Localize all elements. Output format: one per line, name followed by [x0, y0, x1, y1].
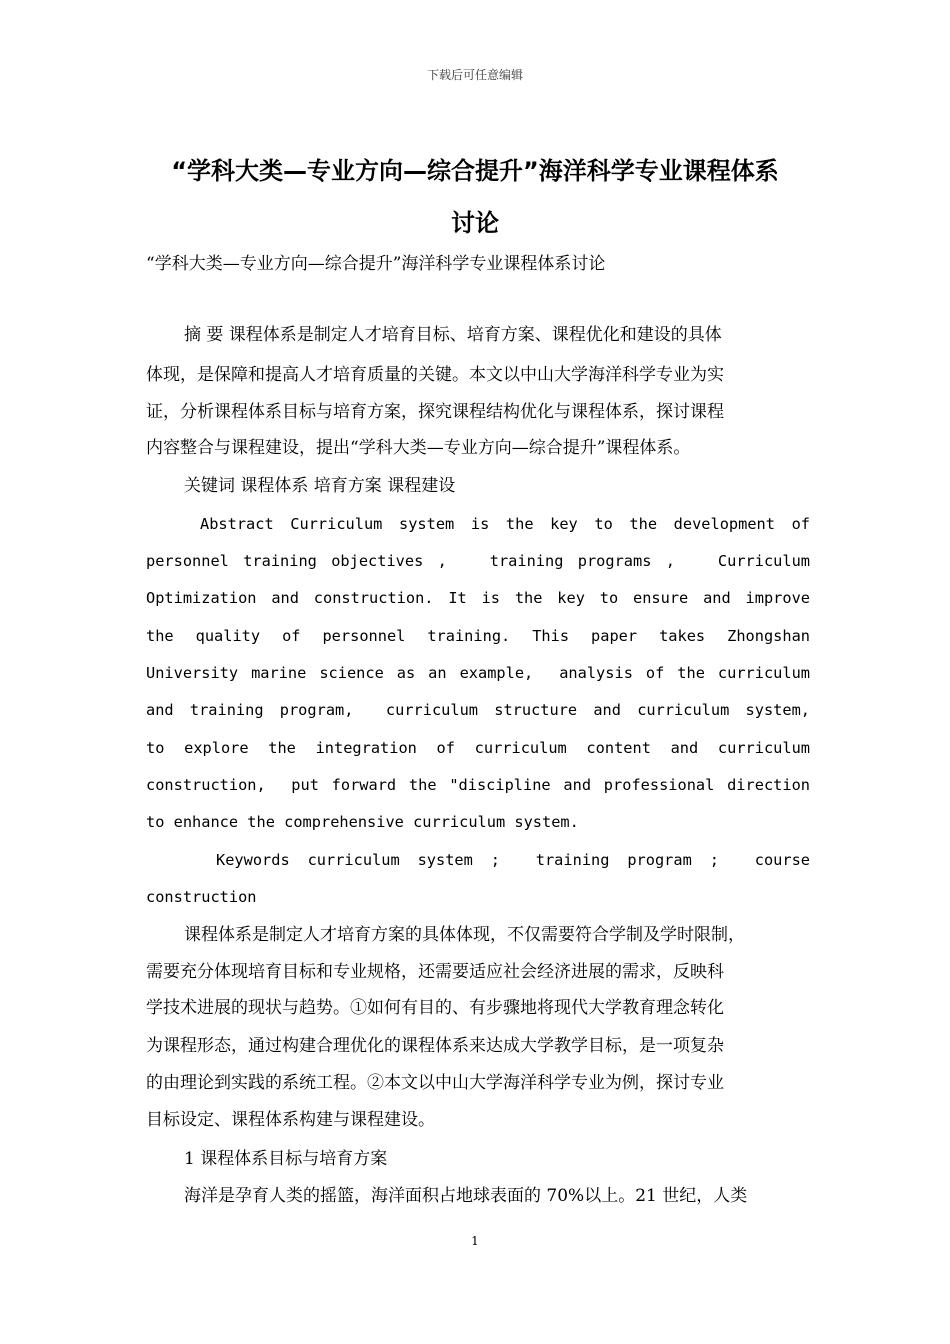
abstract-en-line: the quality of personnel training. This paper takes Zhongshan	[146, 627, 810, 645]
body-line: 需要充分体现培育目标和专业规格，还需要适应社会经济进展的需求，反映科	[146, 962, 724, 982]
body-line: 为课程形态，通过构建合理优化的课程体系来达成大学教学目标，是一项复杂	[146, 1036, 724, 1056]
body-line: 的由理论到实践的系统工程。②本文以中山大学海洋科学专业为例，探讨专业	[146, 1073, 724, 1093]
body-line: 目标设定、课程体系构建与课程建设。	[146, 1110, 435, 1130]
page-number: 1	[471, 1234, 479, 1248]
section-heading: 1 课程体系目标与培育方案	[184, 1149, 388, 1169]
document-title-line-2: 讨论	[451, 209, 499, 237]
abstract-cn-line: 内容整合与课程建设，提出“学科大类—专业方向—综合提升”课程体系。	[146, 438, 691, 458]
document-title-line-1: “学科大类—专业方向—综合提升”海洋科学专业课程体系	[171, 157, 779, 185]
section-paragraph-line: 海洋是孕育人类的摇篮，海洋面积占地球表面的 70%以上。21 世纪，人类	[184, 1186, 748, 1206]
abstract-cn-line: 摘 要 课程体系是制定人才培育目标、培育方案、课程优化和建设的具体	[184, 325, 722, 345]
abstract-en-line: personnel training objectives , training programs , Curriculum	[146, 552, 810, 570]
abstract-en-line: construction, put forward the "discipline and professional direction	[146, 776, 810, 794]
abstract-en-line: to enhance the comprehensive curriculum system.	[146, 813, 579, 831]
abstract-cn-line: 证，分析课程体系目标与培育方案，探究课程结构优化与课程体系，探讨课程	[146, 402, 724, 422]
abstract-cn-line: 体现，是保障和提高人才培育质量的关键。本文以中山大学海洋科学专业为实	[146, 365, 724, 385]
abstract-en-line: Abstract Curriculum system is the key to the development of	[200, 515, 810, 533]
keywords-cn: 关键词 课程体系 培育方案 课程建设	[184, 476, 456, 496]
abstract-en-line: University marine science as an example, analysis of the curriculum	[146, 664, 810, 682]
body-line: 课程体系是制定人才培育方案的具体体现，不仅需要符合学制及学时限制，	[184, 925, 745, 945]
abstract-en-line: and training program, curriculum structure and curriculum system,	[146, 701, 810, 719]
body-line: 学技术进展的现状与趋势。①如何有目的、有步骤地将现代大学教育理念转化	[146, 998, 724, 1018]
abstract-en-line: Optimization and construction. It is the key to ensure and improve	[146, 589, 810, 607]
document-subtitle: “学科大类—专业方向—综合提升”海洋科学专业课程体系讨论	[146, 254, 606, 274]
keywords-en-line-1: Keywords curriculum system ; training program ; course	[216, 851, 810, 869]
keywords-en-line-2: construction	[146, 888, 257, 906]
page-header-note: 下载后可任意编辑	[426, 68, 523, 82]
abstract-en-line: to explore the integration of curriculum content and curriculum	[146, 739, 810, 757]
